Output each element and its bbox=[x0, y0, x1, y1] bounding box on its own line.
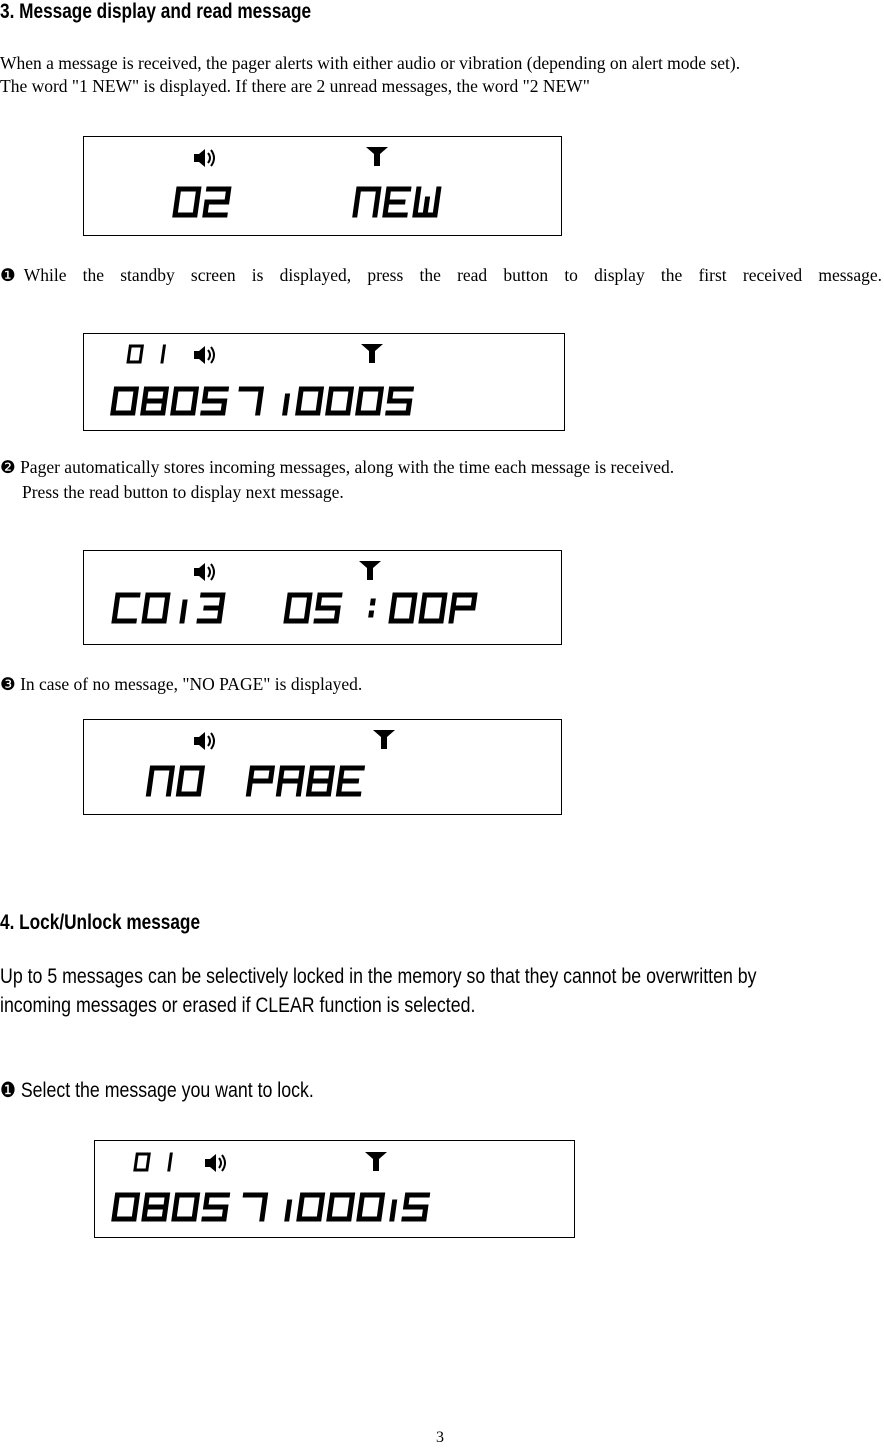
lcd-display-no-page bbox=[83, 719, 562, 815]
antenna-icon bbox=[359, 561, 381, 580]
speaker-icon bbox=[194, 732, 214, 750]
step-2-bullet: ❷ bbox=[0, 457, 16, 477]
section-3-step-2 bbox=[0, 455, 674, 479]
step-1-bullet: ❶ bbox=[0, 265, 16, 285]
lcd-segments-lock-select bbox=[95, 1141, 574, 1237]
lcd-main-text bbox=[114, 595, 475, 621]
antenna-icon bbox=[373, 730, 395, 749]
antenna-icon bbox=[366, 147, 388, 166]
step-2-line2: Press the read button to display next message. bbox=[22, 482, 344, 502]
lcd-segments-new bbox=[84, 137, 561, 235]
section-4-step-1-text: Select the message you want to lock. bbox=[20, 1079, 314, 1102]
section-4-step-1-bullet: ❶ bbox=[0, 1079, 16, 1102]
speaker-icon bbox=[194, 149, 214, 167]
step-2-line1: Pager automatically stores incoming messages, along with the time each message is received. bbox=[20, 457, 675, 477]
lcd-segments-message bbox=[84, 334, 564, 430]
antenna-icon bbox=[365, 1152, 387, 1171]
section-3-intro-line1: When a message is received, the pager alerts with either audio or vibration (depending on alert mode set). bbox=[0, 53, 741, 73]
step-3-bullet: ❸ bbox=[0, 674, 16, 694]
page-number: 3 bbox=[436, 1429, 444, 1446]
section-3-step-3 bbox=[0, 672, 362, 696]
speaker-icon bbox=[194, 346, 214, 364]
section-4-intro-line2: incoming messages or erased if CLEAR function is selected. bbox=[0, 994, 476, 1017]
speaker-icon bbox=[205, 1154, 225, 1172]
lcd-index-text bbox=[128, 346, 164, 362]
lcd-index-text bbox=[135, 1154, 171, 1170]
step-1-text: While the standby screen is displayed, press the read button to display the first received message. bbox=[23, 265, 882, 285]
lcd-display-message bbox=[83, 333, 565, 431]
speaker-icon bbox=[194, 563, 214, 581]
lcd-main-text bbox=[113, 389, 411, 413]
section-3-intro-line2: The word "1 NEW" is displayed. If there are 2 unread messages, the word "2 NEW" bbox=[0, 76, 590, 96]
section-4-heading: 4. Lock/Unlock message bbox=[0, 911, 201, 934]
section-4-intro-line1: Up to 5 messages can be selectively locked in the memory so that they cannot be overwritten by bbox=[0, 965, 757, 988]
lcd-display-lock-select bbox=[94, 1140, 575, 1238]
antenna-icon bbox=[361, 344, 383, 363]
lcd-segments-time bbox=[84, 551, 561, 644]
lcd-main-text bbox=[114, 1195, 427, 1219]
lcd-main-text bbox=[149, 768, 363, 794]
lcd-main-text bbox=[175, 189, 439, 215]
lcd-display-time bbox=[83, 550, 562, 645]
lcd-display-new bbox=[83, 136, 562, 236]
step-3-text: In case of no message, "NO PAGE" is displayed. bbox=[20, 674, 363, 694]
section-4-step-1 bbox=[0, 1076, 314, 1105]
section-3-step-1 bbox=[0, 263, 882, 287]
section-3-heading: 3. Message display and read message bbox=[0, 0, 312, 23]
lcd-segments-no-page bbox=[84, 720, 561, 814]
